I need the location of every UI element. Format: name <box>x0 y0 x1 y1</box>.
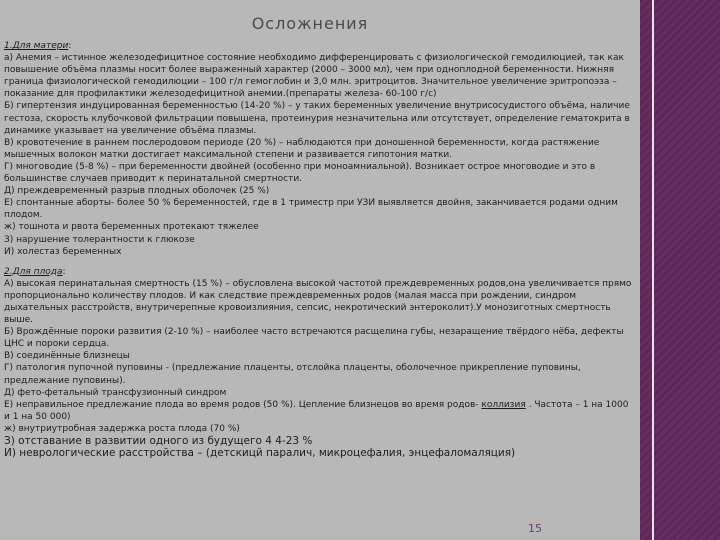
fetus-heading-suffix: : <box>62 266 66 277</box>
mother-heading-suffix: : <box>68 41 72 51</box>
mother-item-v: В) кровотечение в раннем послеродовом периоде (20 %) – наблюдаются при доношенной беременности, когда растяжение мышечных волокон матки достигает максимальной степени и развивается гипотония матки. <box>4 137 600 160</box>
section-gap <box>4 258 636 266</box>
mother-heading-line <box>4 40 636 52</box>
fetus-item-d: Д) фето-фетальный трансфузионный синдром <box>4 387 227 398</box>
fetus-item-i: И) неврологические расстройства – (детскицй паралич, микроцефалия, энцефаломаляция) <box>4 447 516 460</box>
mother-item-zh: ж) тошнота и рвота беременных протекают тяжелее <box>4 222 259 233</box>
mother-item-i: И) холестаз беременных <box>4 246 122 257</box>
sidebar-divider-line <box>652 0 654 540</box>
mother-item-z: З) нарушение толерантности к глюкозе <box>4 234 195 245</box>
collision-link[interactable]: коллизия <box>481 399 526 410</box>
fetus-item-z: З) отставание в развитии одного из будущего 4 4-23 % <box>4 435 313 447</box>
fetus-item-e-end: . Частота – 1 на 1000 и 1 на 50 000) <box>4 399 629 422</box>
mother-item-e: Е) спонтанные аборты- более 50 % беременностей, где в 1 триместр при УЗИ выявляется двойня, заканчивается родами одним плодом. <box>4 198 618 221</box>
fetus-item-e <box>4 399 636 423</box>
mother-heading: 1.Для матери <box>4 41 69 51</box>
mother-item-d: Д) преждевременный разрыв плодных оболочек (25 %) <box>4 186 270 197</box>
fetus-item-zh: ж) внутриутробная задержка роста плода (70 %) <box>4 423 240 434</box>
mother-item-a: а) Анемия – истинное железодефицитное состояние необходимо дифференцировать с физиологической гемодилюцией, так как повышение объёма плазмы носит более выраженный характер (2000 – 3000 мл), чем при одноплодной беременности. Нижняя граница физиологической гемодилюции – 100 г/л гемоглобин и 3,0 млн. эритроцитов. Значительное увеличение эритропоэза – показание для профилактики железодефицитной анемии.(препараты железа- 60-100 г/с) <box>4 53 624 100</box>
page-number: 15 <box>528 522 542 535</box>
mother-item-g: Г) многоводие (5-8 %) – при беременности двойней (особенно при моноамниальной). Возникает острое многоводие и это в большинстве случаев приводит к перинатальной смертности. <box>4 161 596 185</box>
slide-title: Осложнения <box>251 14 369 33</box>
fetus-item-b: Б) Врождённые пороки развития (2-10 %) – наиболее часто встречаются расщелина губы, незаращение твёрдого нёба, дефекты ЦНС и пороки сердца. <box>4 327 624 350</box>
fetus-heading-line <box>4 266 636 278</box>
fetus-heading: 2.Для плода <box>4 266 63 277</box>
mother-item-b: Б) гипертензия индуцированная беременностью (14-20 %) – у таких беременных увеличение внутрисосудистого объёма, наличие гестоза, скорость клубочковой фильтрации повышена, протеинурия незначительна или отсутствует, определение гематокрита в динамике указывает на увеличение объёма плазмы. <box>4 101 630 136</box>
fetus-item-e-text: Е) неправильное предлежание плода во время родов (50 %). Цепление близнецов во время родов- <box>4 399 482 410</box>
slide-content <box>4 40 636 459</box>
fetus-item-g: Г) патология пупочной пуповины - (предлежание плаценты, отслойка плаценты, оболочечное прикрепление пуповины, предлежание пуповины). <box>4 363 581 386</box>
fetus-item-v: В) соединённые близнецы <box>4 351 130 362</box>
fetus-item-a: А) высокая перинатальная смертность (15 %) – обусловлена высокой частотой преждевременных родов,она увеличивается прямо пропорционально количеству плодов. И как следствие преждевременных родов (малая масса при рождении, синдром дыхательных расстройств, внутричерепные кровоизлияния, сепсис, некротический энтероколит).У монозиготных смертность выше. <box>4 278 632 326</box>
